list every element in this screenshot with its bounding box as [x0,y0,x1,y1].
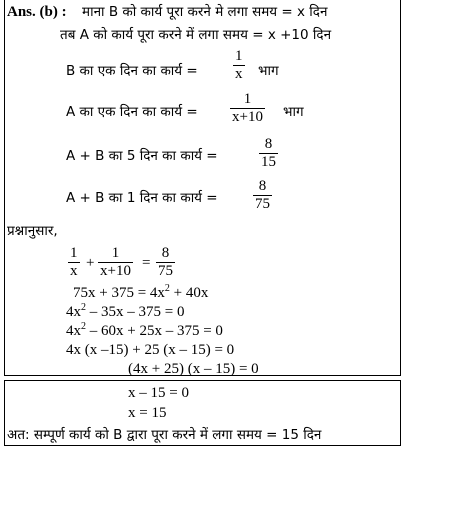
step-1: $75x + 375 = 4x^2 + 40x$ [73,283,209,301]
answer-label: Ans. (b) : [7,4,67,20]
ab-one-day-fraction: 8 75 [255,178,270,212]
step-2: $4x^2 - 35x - 375 = 0$ [66,302,185,320]
equation-equals: = [142,255,151,271]
equation-fraction-3: 8 75 [158,245,173,279]
step-5: (4x + 25) (x – 15) = 0 [128,361,259,377]
ab-five-days-label: A + B का 5 दिन का कार्य = [66,148,218,164]
ab-five-days-fraction: 8 15 [261,136,276,170]
step-3: $4x^2 - 60x + 25x - 375 = 0$ [66,321,223,339]
equation-fraction-1: 1 x [70,245,78,279]
step-7: x = 15 [128,405,167,421]
equation-fraction-2: 1 x+10 [100,245,131,279]
ab-one-day-label: A + B का 1 दिन का कार्य = [66,190,218,206]
assumption-b-time: माना B को कार्य पूरा करने मे लगा समय = x दिन [82,4,328,20]
b-one-day-label: B का एक दिन का कार्य = [66,63,198,79]
per-question-label: प्रश्नानुसार, [7,223,58,239]
step-4: 4x (x –15) + 25 (x – 15) = 0 [66,342,235,358]
a-one-day-fraction: 1 x+10 [232,91,263,125]
solution-box-main [4,0,401,376]
equation-plus: + [86,255,95,271]
a-one-day-label: A का एक दिन का कार्य = [66,104,198,120]
assumption-a-time: तब A को कार्य पूरा करने में लगा समय = x +10 दिन [60,27,332,43]
step-6: x – 15 = 0 [128,385,189,401]
a-one-day-unit: भाग [283,104,304,120]
b-one-day-unit: भाग [258,63,279,79]
conclusion: अत: सम्पूर्ण कार्य को B द्वारा पूरा करने में लगा समय = 15 दिन [7,427,322,443]
b-one-day-fraction: 1 x [235,48,243,82]
